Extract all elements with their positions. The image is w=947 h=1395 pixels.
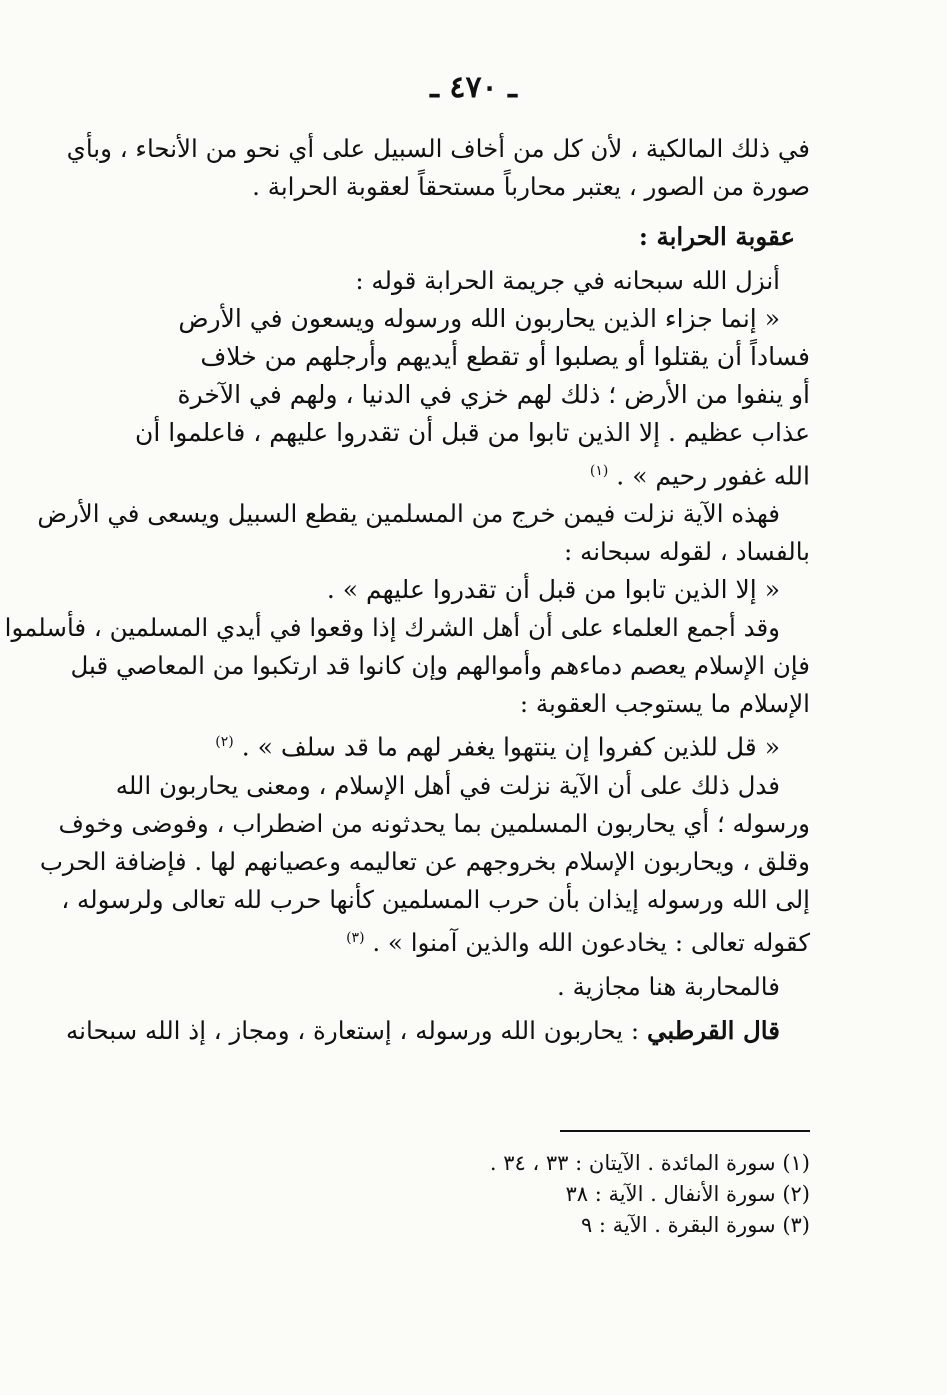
- text-line: فالمحاربة هنا مجازية .: [557, 971, 780, 1001]
- text-line: [66, 1012, 810, 1050]
- text-line: بالفساد ، لقوله سبحانه :: [564, 537, 810, 567]
- page-number: ـ ٤٧٠ ـ: [430, 70, 517, 105]
- text-line: أنزل الله سبحانه في جريمة الحرابة قوله :: [355, 266, 780, 295]
- verse-line: « إنما جزاء الذين يحاربون الله ورسوله ويسعون في الأرض: [178, 304, 780, 333]
- verse-text: « قل للذين كفروا إن ينتهوا يغفر لهم ما قد سلف » .: [241, 732, 780, 762]
- quote-text: : يحاربون الله ورسوله ، إستعارة ، ومجاز ، إذ الله سبحانه: [66, 1015, 640, 1045]
- verse-line: عذاب عظيم . إلا الذين تابوا من قبل أن تقدروا عليهم ، فاعلموا أن: [135, 418, 810, 447]
- text-line: في ذلك المالكية ، لأن كل من أخاف السبيل على أي نحو من الأنحاء ، وبأي: [66, 134, 810, 163]
- text-line: وقلق ، ويحاربون الإسلام بخروجهم عن تعاليمه وعصيانهم لها . فإضافة الحرب: [39, 846, 810, 876]
- text-line: صورة من الصور ، يعتبر محارباً مستحقاً لعقوبة الحرابة .: [252, 172, 810, 201]
- section-heading: عقوبة الحرابة :: [638, 222, 795, 251]
- verse-text: الله غفور رحيم » .: [616, 461, 810, 491]
- verse-line: [120, 723, 810, 766]
- footnote: (٢) سورة الأنفال . الآية : ٣٨: [565, 1182, 810, 1206]
- verse-line: [120, 452, 810, 495]
- text-line: فهذه الآية نزلت فيمن خرج من المسلمين يقطع السبيل ويسعى في الأرض: [37, 499, 780, 529]
- text-line: فإن الإسلام يعصم دماءهم وأموالهم وإن كانوا قد ارتكبوا من المعاصي قبل: [70, 651, 810, 681]
- footnote: (١) سورة المائدة . الآيتان : ٣٣ ، ٣٤ .: [489, 1151, 810, 1175]
- footnotes: [400, 1148, 810, 1241]
- footnote-marker: (٣): [346, 929, 365, 946]
- verse-line: أو ينفوا من الأرض ؛ ذلك لهم خزي في الدنيا ، ولهم في الآخرة: [177, 380, 810, 409]
- text-line: إلى الله ورسوله إيذان بأن حرب المسلمين كأنها حرب لله تعالى ولرسوله ،: [61, 884, 810, 914]
- verse-line: « إلا الذين تابوا من قبل أن تقدروا عليهم » .: [326, 575, 780, 605]
- text-line: [120, 919, 810, 962]
- footnote-marker: (١): [589, 463, 609, 479]
- text-line: وقد أجمع العلماء على أن أهل الشرك إذا وقعوا في أيدي المسلمين ، فأسلموا: [4, 613, 780, 643]
- verse-line: فساداً أن يقتلوا أو يصلبوا أو تقطع أيديهم وأرجلهم من خلاف: [200, 342, 810, 371]
- text-line: الإسلام ما يستوجب العقوبة :: [519, 689, 810, 719]
- footnote-marker: (٢): [215, 734, 234, 751]
- footnote-divider: [560, 1130, 810, 1132]
- verse-text: كقوله تعالى : يخادعون الله والذين آمنوا » .: [372, 927, 810, 957]
- text-line: فدل ذلك على أن الآية نزلت في أهل الإسلام ، ومعنى يحاربون الله: [115, 770, 780, 800]
- text-line: ورسوله ؛ أي يحاربون المسلمين بما يحدثونه من اضطراب ، وفوضى وخوف: [58, 808, 810, 838]
- footnote: (٣) سورة البقرة . الآية : ٩: [580, 1213, 810, 1237]
- main-text: [4, 130, 810, 1050]
- author-name: قال القرطبي: [646, 1015, 780, 1045]
